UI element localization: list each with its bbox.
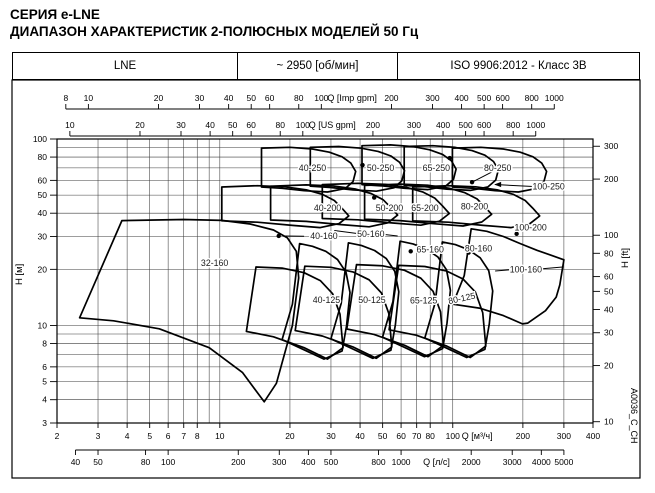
curve-dot bbox=[409, 249, 413, 253]
tick-label: 10 bbox=[83, 93, 94, 103]
model-label-80-160: 80-160 bbox=[464, 243, 493, 254]
tick-label: 5000 bbox=[554, 457, 574, 467]
tick-label: 200 bbox=[384, 93, 399, 103]
tick-label: 2000 bbox=[461, 457, 481, 467]
tick-label: 600 bbox=[476, 120, 492, 130]
plot-border bbox=[57, 139, 593, 423]
tick-label: 200 bbox=[515, 431, 530, 441]
model-label-65-200: 65-200 bbox=[411, 203, 439, 214]
envelope-32-160 bbox=[80, 220, 299, 402]
drawing-code: A0036_C_CH bbox=[629, 388, 639, 444]
tick-label: 500 bbox=[458, 120, 473, 130]
tick-label: 10 bbox=[215, 431, 225, 441]
x-axis-m3h bbox=[55, 423, 601, 441]
tick-label: 1000 bbox=[526, 120, 546, 130]
tick-label: 40 bbox=[37, 208, 47, 219]
y-axis-left bbox=[14, 134, 57, 428]
tick-label: 80 bbox=[37, 152, 47, 163]
tick-label: 60 bbox=[604, 271, 614, 282]
envelopes bbox=[80, 145, 564, 402]
leader-arrowhead bbox=[494, 182, 501, 187]
tick-label: 50 bbox=[227, 120, 238, 130]
ruler-lps bbox=[71, 450, 574, 467]
tick-label: 60 bbox=[246, 120, 256, 130]
tick-label: 50 bbox=[93, 457, 103, 467]
tick-label: 50 bbox=[246, 93, 256, 103]
tick-label: 100 bbox=[445, 431, 460, 441]
header-series: LNE bbox=[13, 53, 238, 79]
tick-label: 100 bbox=[604, 230, 619, 241]
model-label-50-250: 50-250 bbox=[366, 162, 395, 173]
tick-label: 80 bbox=[604, 248, 614, 259]
model-label-65-125: 65-125 bbox=[409, 295, 438, 306]
tick-label: 50 bbox=[377, 431, 388, 441]
tick-label: 3 bbox=[42, 418, 47, 428]
tick-label: 8 bbox=[42, 338, 47, 349]
tick-label: 100 bbox=[314, 93, 329, 103]
model-label-40-125: 40-125 bbox=[312, 294, 341, 305]
model-label-65-160: 65-160 bbox=[416, 244, 444, 255]
tick-label: 500 bbox=[477, 93, 492, 103]
ruler-us bbox=[65, 120, 545, 136]
tick-label: 80 bbox=[425, 431, 435, 441]
tick-label: 300 bbox=[406, 120, 422, 130]
tick-label: 40 bbox=[70, 457, 81, 467]
tick-label: 400 bbox=[454, 93, 469, 103]
tick-label: 8 bbox=[63, 93, 69, 103]
tick-label: 100 bbox=[161, 457, 176, 467]
tick-label: 30 bbox=[326, 431, 336, 441]
tick-label: 4 bbox=[42, 394, 47, 405]
tick-label: 80 bbox=[294, 93, 304, 103]
tick-label: 60 bbox=[396, 431, 406, 441]
tick-label: 400 bbox=[301, 457, 316, 467]
tick-label: 200 bbox=[231, 457, 246, 467]
tick-label: 4000 bbox=[531, 457, 551, 467]
tick-label: 800 bbox=[524, 93, 539, 103]
tick-label: 6 bbox=[42, 361, 47, 372]
tick-label: 20 bbox=[135, 120, 145, 130]
y-axis-right bbox=[593, 141, 631, 426]
leader-line bbox=[495, 270, 511, 271]
tick-label: 800 bbox=[371, 457, 386, 467]
tick-label: 8 bbox=[194, 431, 200, 441]
tick-label: 3000 bbox=[502, 457, 522, 467]
curve-dot bbox=[447, 156, 451, 160]
curve-dot bbox=[277, 234, 281, 238]
y-axis-title: H [м] bbox=[14, 263, 25, 285]
model-label-80-250: 80-250 bbox=[484, 162, 512, 173]
tick-label: 2 bbox=[54, 431, 60, 441]
tick-label: 30 bbox=[194, 93, 205, 103]
tick-label: 3 bbox=[95, 431, 101, 441]
tick-label: 500 bbox=[323, 457, 339, 467]
model-label-65-250: 65-250 bbox=[422, 162, 451, 173]
leader-line bbox=[495, 185, 536, 187]
curve-dot bbox=[372, 195, 376, 199]
leader-line bbox=[540, 267, 563, 269]
tick-label: 300 bbox=[425, 93, 440, 103]
tick-label: 5 bbox=[42, 376, 47, 387]
tick-label: 70 bbox=[411, 431, 422, 441]
tick-label: 10 bbox=[65, 120, 75, 130]
tick-label: 40 bbox=[223, 93, 234, 103]
tick-label: 300 bbox=[272, 457, 287, 467]
tick-label: 200 bbox=[604, 174, 619, 185]
model-label-100-250: 100-250 bbox=[532, 181, 565, 192]
model-label-100-160: 100-160 bbox=[509, 264, 543, 275]
figure-box bbox=[12, 80, 640, 478]
tick-label: 30 bbox=[604, 327, 614, 338]
tick-label: 1000 bbox=[391, 457, 411, 467]
model-label-40-160: 40-160 bbox=[310, 231, 338, 242]
curve-dot bbox=[470, 180, 474, 184]
model-label-40-200: 40-200 bbox=[313, 203, 342, 214]
tick-label: 10 bbox=[37, 320, 47, 331]
tick-label: 200 bbox=[365, 120, 381, 130]
tick-label: 60 bbox=[37, 175, 47, 186]
ruler-title: Q [US gpm] bbox=[308, 120, 356, 130]
tick-label: 400 bbox=[435, 120, 451, 130]
tick-label: 300 bbox=[604, 141, 619, 152]
tick-label: 100 bbox=[32, 134, 47, 144]
model-label-40-250: 40-250 bbox=[298, 162, 327, 173]
chart-title: ДИАПАЗОН ХАРАКТЕРИСТИК 2-ПОЛЮСНЫХ МОДЕЛЕЙ 50 Гц bbox=[10, 24, 419, 39]
tick-label: 50 bbox=[37, 190, 47, 201]
y-axis-title: H [ft] bbox=[620, 247, 631, 268]
tick-label: 50 bbox=[604, 286, 614, 297]
tick-label: 20 bbox=[604, 360, 614, 371]
tick-label: 600 bbox=[495, 93, 510, 103]
tick-label: 40 bbox=[355, 431, 365, 441]
tick-label: 300 bbox=[556, 431, 571, 441]
ruler-title: Q [Imp gpm] bbox=[327, 93, 377, 103]
ruler-title: Q [л/с] bbox=[423, 457, 450, 467]
model-label-50-125: 50-125 bbox=[358, 294, 386, 305]
model-label-80-125: 80-125 bbox=[447, 290, 477, 307]
model-label-80-200: 80-200 bbox=[460, 201, 489, 212]
tick-label: 60 bbox=[264, 93, 275, 103]
tick-label: 40 bbox=[205, 120, 215, 130]
tick-label: 30 bbox=[37, 231, 47, 242]
ruler-imp bbox=[63, 93, 564, 109]
tick-label: 4 bbox=[124, 431, 130, 441]
model-label-50-160: 50-160 bbox=[357, 228, 385, 239]
tick-label: 30 bbox=[176, 120, 186, 130]
tick-label: 40 bbox=[604, 304, 614, 315]
model-label-100-200: 100-200 bbox=[514, 222, 547, 233]
curve-dot bbox=[360, 163, 364, 167]
header-speed: ~ 2950 [об/мин] bbox=[238, 53, 398, 79]
tick-label: 20 bbox=[153, 93, 164, 103]
series-title: СЕРИЯ e-LNE bbox=[10, 7, 100, 22]
model-label-50-200: 50-200 bbox=[375, 203, 404, 214]
tick-label: 80 bbox=[275, 120, 285, 130]
tick-label: 6 bbox=[165, 431, 171, 441]
tick-label: 80 bbox=[140, 457, 151, 467]
tick-label: 400 bbox=[585, 431, 601, 441]
tick-label: 5 bbox=[147, 431, 153, 441]
header-standard: ISO 9906:2012 - Класс 3В bbox=[450, 60, 587, 72]
tick-label: 1000 bbox=[544, 93, 564, 103]
tick-label: 100 bbox=[295, 120, 310, 130]
x-axis-title: Q [м³/ч] bbox=[461, 431, 493, 441]
tick-label: 20 bbox=[285, 431, 295, 441]
tick-label: 20 bbox=[37, 264, 47, 275]
leader-line bbox=[386, 235, 398, 236]
model-label-32-160: 32-160 bbox=[200, 258, 229, 269]
tick-label: 10 bbox=[604, 416, 614, 427]
tick-label: 800 bbox=[506, 120, 521, 130]
grid bbox=[57, 139, 593, 423]
tick-label: 7 bbox=[181, 431, 187, 441]
